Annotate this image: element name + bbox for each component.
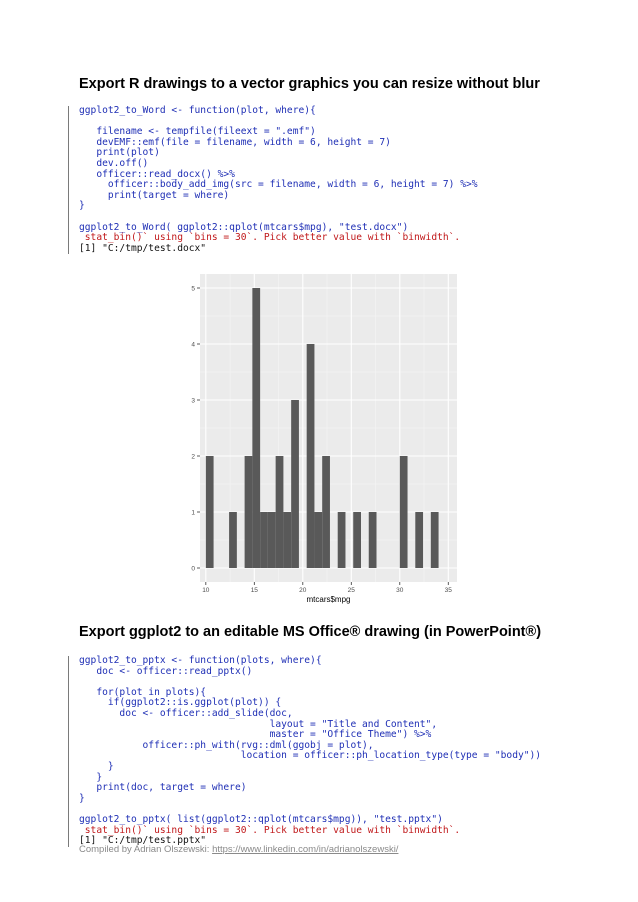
code-line: for(plot in plots){ <box>79 686 207 698</box>
code-line: ggplot2_to_Word <- function(plot, where){ <box>79 105 316 116</box>
code-line: filename <- tempfile(fileext = ".emf") <box>79 126 316 138</box>
x-tick-label: 35 <box>444 587 452 594</box>
code-line: print(doc, target = where) <box>79 782 247 794</box>
histogram-bar <box>314 512 322 568</box>
code-line <box>79 212 478 223</box>
code-line: [1] "C:/tmp/test.pptx" <box>79 835 207 847</box>
code-line: devEMF::emf(file = filename, width = 6, height = 7) <box>79 136 391 148</box>
code-line: } <box>79 792 85 804</box>
code-line: doc <- officer::add_slide(doc, <box>79 707 293 719</box>
x-axis-label: mtcars$mpg <box>306 595 351 604</box>
y-tick-label: 4 <box>191 341 195 349</box>
code-line: dev.off() <box>79 157 149 169</box>
histogram-bar <box>353 512 361 568</box>
x-tick-label: 30 <box>396 587 404 594</box>
footer-link[interactable]: https://www.linkedin.com/in/adrianolszewski/ <box>212 844 399 855</box>
code-line: officer::ph_with(rvg::dml(ggobj = plot), <box>79 739 374 751</box>
histogram-bar <box>431 512 439 568</box>
code-line: [1] "C:/tmp/test.docx" <box>79 242 207 254</box>
code-line: } <box>79 771 103 783</box>
y-tick-label: 5 <box>191 285 195 293</box>
histogram-bar <box>291 400 299 568</box>
code-line: officer::body_add_img(src = filename, width = 6, height = 7) %>% <box>79 179 478 191</box>
x-tick-label: 20 <box>299 587 307 594</box>
footer-prefix: Compiled by Adrian Olszewski: <box>79 844 213 855</box>
histogram-bar <box>415 512 423 568</box>
x-tick-label: 25 <box>347 587 355 594</box>
y-tick-label: 0 <box>191 565 195 573</box>
histogram-bar <box>283 512 291 568</box>
histogram-bar <box>369 512 377 568</box>
code-line: print(plot) <box>79 147 160 159</box>
code-line: print(target = where) <box>79 189 230 201</box>
section1-code-block <box>68 106 478 254</box>
code-line: } <box>79 760 114 772</box>
code-line: ggplot2_to_pptx( list(ggplot2::qplot(mtcars$mpg)), "test.pptx") <box>79 813 443 825</box>
footer <box>79 844 398 855</box>
y-tick-label: 1 <box>191 509 195 517</box>
histogram-bar <box>252 288 260 568</box>
code-line: ggplot2_to_pptx <- function(plots, where){ <box>79 655 322 666</box>
section2-heading: Export ggplot2 to an editable MS Office® drawing (in PowerPoint®) <box>79 624 542 640</box>
histogram-bar <box>260 512 268 568</box>
code-line: layout = "Title and Content", <box>79 718 438 730</box>
section1-heading: Export R drawings to a vector graphics you can resize without blur <box>79 76 540 92</box>
code-line: location = officer::ph_location_type(type = "body")) <box>79 750 542 762</box>
histogram-chart <box>170 268 460 608</box>
histogram-bar <box>400 456 408 568</box>
histogram-bar <box>338 512 346 568</box>
histogram-bar <box>229 512 237 568</box>
histogram-bar <box>206 456 214 568</box>
code-line: officer::read_docx() %>% <box>79 168 235 180</box>
x-tick-label: 10 <box>202 587 210 594</box>
histogram-bar <box>322 456 330 568</box>
histogram-bar <box>268 512 276 568</box>
code-line: stat_bin()` using `bins = 30`. Pick better value with `binwidth`. <box>79 232 461 244</box>
histogram-bar <box>276 456 284 568</box>
code-line: ggplot2_to_Word( ggplot2::qplot(mtcars$mpg), "test.docx") <box>79 221 409 233</box>
x-tick-label: 15 <box>250 587 258 594</box>
y-tick-label: 3 <box>191 397 195 405</box>
code-line: master = "Office Theme") %>% <box>79 729 432 741</box>
section2-code-block <box>68 656 541 847</box>
code-line: if(ggplot2::is.ggplot(plot)) { <box>79 697 282 709</box>
histogram-bar <box>307 344 315 568</box>
code-line: doc <- officer::read_pptx() <box>79 665 253 677</box>
y-tick-label: 2 <box>191 453 195 461</box>
code-line: stat_bin()` using `bins = 30`. Pick better value with `binwidth`. <box>79 824 461 836</box>
histogram-bar <box>245 456 253 568</box>
code-line: } <box>79 200 85 212</box>
